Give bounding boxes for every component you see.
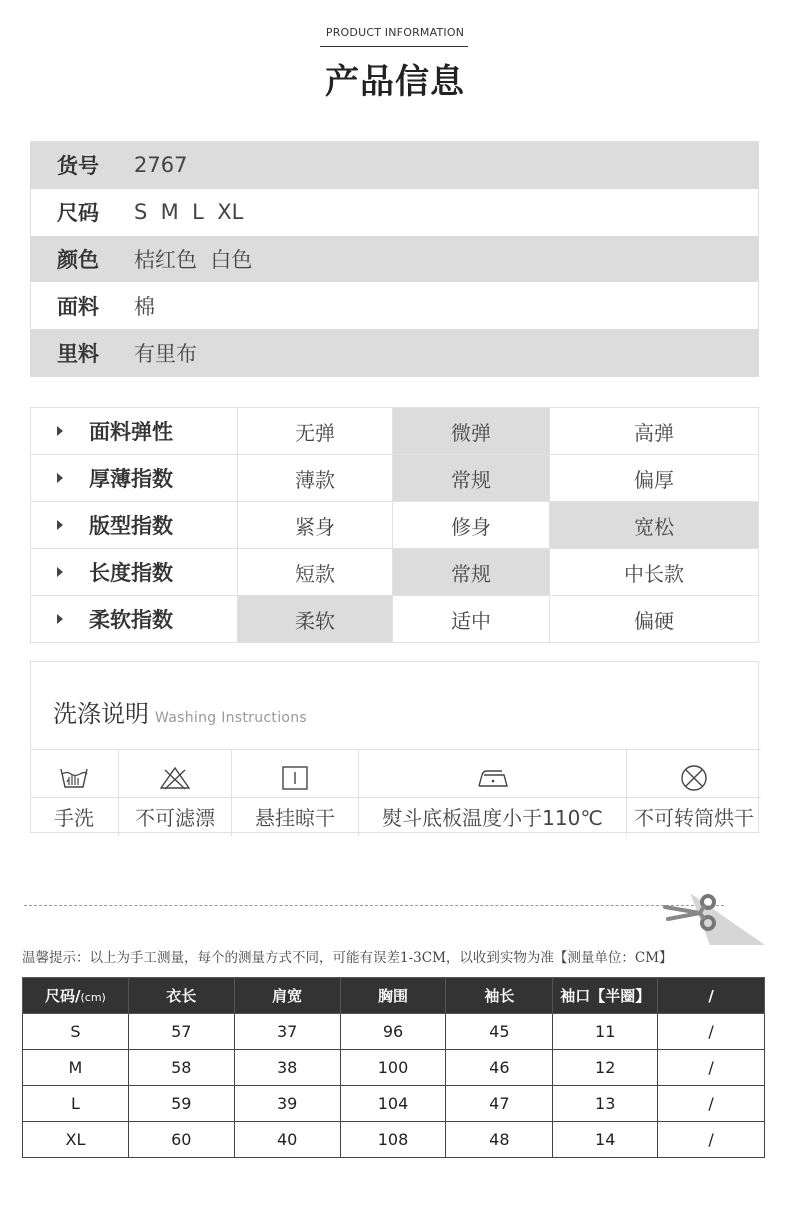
index-label-text: 柔软指数 xyxy=(89,608,173,632)
size-row xyxy=(23,1086,765,1122)
divider xyxy=(359,797,626,798)
index-option: 微弹 xyxy=(393,408,550,455)
index-label xyxy=(31,455,238,502)
info-row xyxy=(31,189,758,236)
washing-label: 不可滤漂 xyxy=(135,806,215,830)
washing-section xyxy=(30,661,759,833)
washing-label: 手洗 xyxy=(54,806,94,830)
header-en-title: PRODUCT INFORMATION xyxy=(325,26,465,39)
index-label-text: 长度指数 xyxy=(89,561,173,585)
size-cell: S xyxy=(23,1014,129,1050)
size-cell: / xyxy=(658,1050,765,1086)
index-label-text: 面料弹性 xyxy=(89,420,173,444)
index-option: 紧身 xyxy=(238,502,393,549)
size-col-header-label: 尺码/ xyxy=(45,987,81,1005)
info-row xyxy=(31,329,758,376)
index-label-text: 厚薄指数 xyxy=(89,467,173,491)
size-cell: 40 xyxy=(234,1122,340,1158)
size-cell: 58 xyxy=(128,1050,234,1086)
info-value: S M L XL xyxy=(134,200,244,225)
washing-label: 悬挂晾干 xyxy=(255,806,335,830)
size-row xyxy=(23,1014,765,1050)
extra-col-header: / xyxy=(658,978,765,1014)
size-cell: 11 xyxy=(553,1014,658,1050)
iron-icon xyxy=(359,760,626,796)
sleeve-col-header: 袖长 xyxy=(446,978,553,1014)
size-cell: 46 xyxy=(446,1050,553,1086)
washing-subtitle: Washing Instructions xyxy=(155,710,308,726)
washing-item xyxy=(627,750,761,836)
size-cell: 104 xyxy=(340,1086,446,1122)
divider xyxy=(627,797,761,798)
divider xyxy=(30,797,118,798)
triangle-right-icon xyxy=(57,473,63,483)
washing-label: 不可转筒烘干 xyxy=(634,806,754,830)
index-option: 无弹 xyxy=(238,408,393,455)
index-option: 偏厚 xyxy=(550,455,759,502)
index-option: 偏硬 xyxy=(550,596,759,643)
triangle-right-icon xyxy=(57,520,63,530)
index-label xyxy=(31,502,238,549)
basic-info-table xyxy=(30,141,759,377)
no-bleach-icon xyxy=(119,760,231,796)
washing-label: 熨斗底板温度小于110℃ xyxy=(382,806,603,830)
header-divider xyxy=(320,46,468,47)
info-key: 货号 xyxy=(57,154,99,179)
index-option: 中长款 xyxy=(550,549,759,596)
index-label-text: 版型指数 xyxy=(89,514,173,538)
length-col-header: 衣长 xyxy=(128,978,234,1014)
size-cell: M xyxy=(23,1050,129,1086)
size-cell: 59 xyxy=(128,1086,234,1122)
size-cell: / xyxy=(658,1122,765,1158)
size-cell: 12 xyxy=(553,1050,658,1086)
index-label xyxy=(31,596,238,643)
size-cell: 108 xyxy=(340,1122,446,1158)
measurement-note: 温馨提示：以上为手工测量，每个的测量方式不同，可能有误差1-3CM，以收到实物为准【测量单位：CM】 xyxy=(22,950,673,966)
index-option: 常规 xyxy=(393,455,550,502)
size-table xyxy=(22,977,765,1158)
size-cell: XL xyxy=(23,1122,129,1158)
washing-grid xyxy=(30,749,761,835)
info-row xyxy=(31,142,758,189)
washing-title xyxy=(53,694,307,729)
index-row xyxy=(31,596,759,643)
size-cell: 100 xyxy=(340,1050,446,1086)
no-tumble-dry-icon xyxy=(627,760,761,796)
chest-col-header: 胸围 xyxy=(340,978,446,1014)
hand-wash-icon xyxy=(30,760,118,796)
index-option: 高弹 xyxy=(550,408,759,455)
shoulder-col-header: 肩宽 xyxy=(234,978,340,1014)
washing-item xyxy=(232,750,359,836)
triangle-right-icon xyxy=(57,426,63,436)
size-cell: 47 xyxy=(446,1086,553,1122)
size-cell: 57 xyxy=(128,1014,234,1050)
index-option: 适中 xyxy=(393,596,550,643)
size-cell: 45 xyxy=(446,1014,553,1050)
header-zh-title: 产品信息 xyxy=(325,62,465,102)
info-value: 有里布 xyxy=(134,341,197,366)
size-cell: / xyxy=(658,1086,765,1122)
size-cell: 13 xyxy=(553,1086,658,1122)
size-cell: 37 xyxy=(234,1014,340,1050)
info-key: 颜色 xyxy=(57,247,99,272)
index-label xyxy=(31,408,238,455)
index-option: 薄款 xyxy=(238,455,393,502)
index-row xyxy=(31,408,759,455)
divider xyxy=(232,797,358,798)
size-cell: / xyxy=(658,1014,765,1050)
cuff-col-header: 袖口【半圈】 xyxy=(553,978,658,1014)
size-cell: 48 xyxy=(446,1122,553,1158)
cut-line xyxy=(24,905,724,906)
washing-item xyxy=(359,750,627,836)
index-option: 宽松 xyxy=(550,502,759,549)
info-row xyxy=(31,282,758,329)
size-cell: L xyxy=(23,1086,129,1122)
size-cell: 39 xyxy=(234,1086,340,1122)
size-cell: 38 xyxy=(234,1050,340,1086)
size-cell: 96 xyxy=(340,1014,446,1050)
index-table xyxy=(30,407,759,643)
info-value: 桔红色 白色 xyxy=(134,247,253,272)
index-row xyxy=(31,549,759,596)
divider xyxy=(119,797,231,798)
triangle-right-icon xyxy=(57,614,63,624)
size-cell: 60 xyxy=(128,1122,234,1158)
index-row xyxy=(31,502,759,549)
index-option: 短款 xyxy=(238,549,393,596)
index-option: 常规 xyxy=(393,549,550,596)
info-key: 里料 xyxy=(57,341,99,366)
size-col-unit: (cm) xyxy=(80,991,106,1004)
triangle-right-icon xyxy=(57,567,63,577)
washing-title-zh: 洗涤说明 xyxy=(53,700,149,728)
size-table-header xyxy=(23,978,765,1014)
info-key: 面料 xyxy=(57,294,99,319)
index-option: 修身 xyxy=(393,502,550,549)
info-value: 棉 xyxy=(134,294,155,319)
scissors-icon xyxy=(660,885,765,945)
size-row xyxy=(23,1122,765,1158)
info-row xyxy=(31,236,758,283)
index-row xyxy=(31,455,759,502)
size-cell: 14 xyxy=(553,1122,658,1158)
size-col-header xyxy=(23,978,129,1014)
info-key: 尺码 xyxy=(57,201,99,226)
index-option: 柔软 xyxy=(238,596,393,643)
washing-item xyxy=(30,750,119,836)
index-label xyxy=(31,549,238,596)
hang-dry-icon xyxy=(232,760,358,796)
washing-item xyxy=(119,750,232,836)
info-value: 2767 xyxy=(134,153,188,178)
size-row xyxy=(23,1050,765,1086)
